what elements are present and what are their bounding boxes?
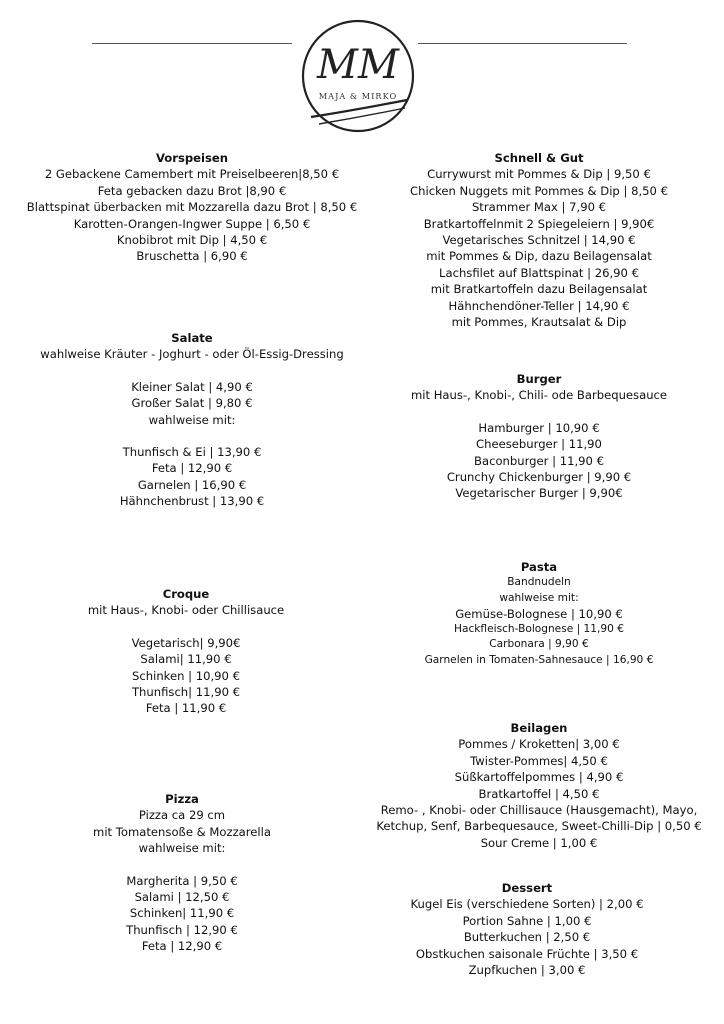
menu-item: Karotten-Orangen-Ingwer Suppe | 6,50 €	[73, 216, 311, 231]
dessert-title: Dessert	[501, 881, 553, 895]
header-line-left	[92, 43, 292, 44]
menu-item: Bratkartoffel | 4,50 €	[478, 786, 600, 801]
menu-item: Carbonara | 9,90 €	[489, 638, 589, 651]
section-vorspeisen	[0, 150, 384, 265]
pizza-title: Pizza	[165, 792, 199, 806]
menu-item: Bruschetta | 6,90 €	[136, 249, 248, 264]
menu-item: Knobibrot mit Dip | 4,50 €	[116, 233, 268, 248]
menu-item: Salami| 11,90 €	[140, 652, 232, 667]
menu-item: Feta gebacken dazu Brot |8,90 €	[97, 183, 287, 198]
burger-subtitle: mit Haus-, Knobi-, Chili- ode Barbequesauce	[410, 388, 668, 403]
menu-item: Baconburger | 11,90 €	[474, 453, 604, 468]
pizza-intro: mit Tomatensoße & Mozzarella	[93, 824, 271, 839]
schnell-title: Schnell & Gut	[494, 151, 584, 165]
menu-item: Pommes / Kroketten| 3,00 €	[458, 737, 620, 752]
menu-item: mit Bratkartoffeln dazu Beilagensalat	[430, 282, 648, 297]
menu-item: Sour Creme | 1,00 €	[480, 835, 598, 850]
menu-item: wahlweise mit:	[148, 412, 236, 427]
menu-item: Portion Sahne | 1,00 €	[462, 913, 592, 928]
logo-monogram: MM	[317, 42, 399, 88]
menu-item: Salami | 12,50 €	[134, 890, 230, 905]
section-burger	[384, 371, 694, 502]
menu-item: Schinken| 11,90 €	[129, 906, 235, 921]
pasta-intro: wahlweise mit:	[499, 591, 579, 604]
menu-item: Crunchy Chickenburger | 9,90 €	[446, 470, 632, 485]
menu-item: Hähnchendöner-Teller | 14,90 €	[448, 298, 630, 313]
menu-item: Chicken Nuggets mit Pommes & Dip | 8,50 €	[410, 183, 668, 198]
menu-item: 2 Gebackene Camembert mit Preiselbeeren|8,50 €	[44, 167, 340, 182]
pasta-title: Pasta	[520, 560, 558, 574]
menu-item: Feta | 11,90 €	[145, 701, 227, 716]
menu-item: Garnelen | 16,90 €	[137, 477, 247, 492]
menu-item: Vegetarisches Schnitzel | 14,90 €	[442, 233, 636, 248]
section-salate	[0, 330, 384, 510]
menu-item: Vegetarischer Burger | 9,90€	[455, 486, 623, 501]
menu-item: Feta | 12,90 €	[151, 461, 233, 476]
menu-item: Vegetarisch| 9,90€	[131, 635, 241, 650]
section-beilagen	[372, 720, 706, 851]
menu-item: Lachsfilet auf Blattspinat | 26,90 €	[439, 265, 639, 280]
menu-item: Gemüse-Bolognese | 10,90 €	[455, 606, 623, 621]
menu-item: Blattspinat überbacken mit Mozzarella dazu Brot | 8,50 €	[26, 200, 358, 215]
pizza-intro: wahlweise mit:	[138, 841, 226, 856]
logo-swoosh-1	[311, 100, 407, 117]
section-croque	[0, 586, 372, 717]
menu-item: Zupfkuchen | 3,00 €	[468, 963, 586, 978]
menu-item: Cheeseburger | 11,90	[476, 437, 602, 452]
menu-item: Thunfisch & Ei | 13,90 €	[122, 445, 262, 460]
logo-swoosh-2	[319, 108, 405, 124]
menu-item: Hähnchenbrust | 13,90 €	[119, 494, 265, 509]
header-line-right	[418, 43, 627, 44]
menu-item: mit Pommes & Dip, dazu Beilagensalat	[426, 249, 652, 264]
croque-subtitle: mit Haus-, Knobi- oder Chillisauce	[87, 603, 285, 618]
burger-title: Burger	[516, 372, 562, 386]
pasta-intro: Bandnudeln	[507, 576, 571, 589]
section-pizza	[0, 791, 364, 955]
menu-item: Hackfleisch-Bolognese | 11,90 €	[454, 623, 624, 636]
menu-item: Garnelen in Tomaten-Sahnesauce | 16,90 €	[424, 653, 654, 666]
menu-item: Bratkartoffelnmit 2 Spiegeleiern | 9,90€	[423, 216, 655, 231]
menu-item: Schinken | 10,90 €	[132, 668, 240, 683]
menu-item: Strammer Max | 7,90 €	[471, 200, 607, 215]
salate-title: Salate	[171, 331, 213, 345]
menu-item: Butterkuchen | 2,50 €	[463, 930, 591, 945]
menu-item: Ketchup, Senf, Barbequesauce, Sweet-Chilli-Dip | 0,50 €	[376, 819, 702, 834]
menu-item: Thunfisch| 11,90 €	[131, 685, 241, 700]
pizza-intro: Pizza ca 29 cm	[138, 808, 226, 823]
croque-title: Croque	[162, 587, 210, 601]
menu-item: Kleiner Salat | 4,90 €	[131, 379, 253, 394]
menu-item: Thunfisch | 12,90 €	[126, 922, 238, 937]
menu-item: Margherita | 9,50 €	[126, 873, 238, 888]
section-pasta	[384, 559, 694, 668]
section-dessert	[372, 880, 682, 978]
menu-item: Hamburger | 10,90 €	[478, 420, 600, 435]
menu-item: Süßkartoffelpommes | 4,90 €	[454, 770, 624, 785]
menu-item: Großer Salat | 9,80 €	[131, 396, 253, 411]
menu-item: Obstkuchen saisonale Früchte | 3,50 €	[415, 946, 639, 961]
section-schnell-gut	[384, 150, 694, 330]
menu-item: Kugel Eis (verschiedene Sorten) | 2,00 €	[410, 897, 644, 912]
menu-item: mit Pommes, Krautsalat & Dip	[451, 315, 627, 330]
menu-item: Twister-Pommes| 4,50 €	[470, 753, 608, 768]
beilagen-title: Beilagen	[510, 721, 568, 735]
vorspeisen-title: Vorspeisen	[155, 151, 229, 165]
menu-item: Feta | 12,90 €	[141, 939, 223, 954]
menu-item: Currywurst mit Pommes & Dip | 9,50 €	[427, 167, 651, 182]
maja-mirko-logo	[293, 14, 423, 144]
logo-name: MAJA & MIRKO	[318, 91, 398, 101]
menu-item: Remo- , Knobi- oder Chillisauce (Hausgemacht), Mayo,	[380, 803, 698, 818]
salate-subtitle: wahlweise Kräuter - Joghurt - oder Öl-Essig-Dressing	[40, 347, 344, 362]
